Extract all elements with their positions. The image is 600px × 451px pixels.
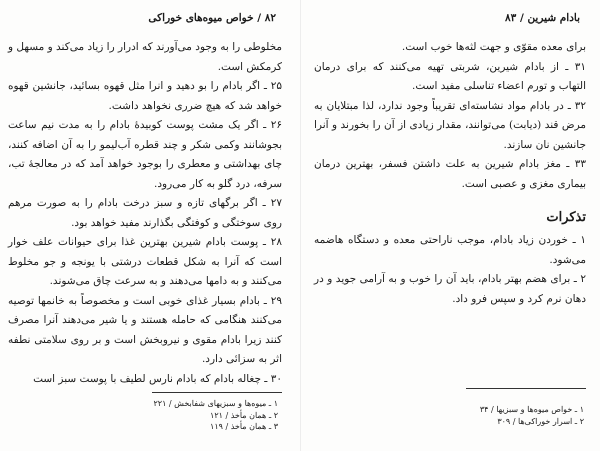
footnote: ۱ ـ میوه‌ها و سبزیهای شفابخش / ۲۲۱ <box>153 399 278 408</box>
paragraph: ۳۳ ـ مغز بادام شیرین به علت داشتن فسفر، بهترین درمان بیماری مغزی و عصبی است. <box>314 158 586 190</box>
body-text <box>314 38 586 309</box>
right-page <box>300 0 600 451</box>
footnote: ۲ ـ همان مأخذ / ۱۲۱ <box>210 410 278 420</box>
paragraph: برای معده مقوّی و جهت لثه‌ها خوب است. <box>401 41 586 53</box>
footnote-divider <box>152 392 282 393</box>
footnotes <box>324 404 584 427</box>
footnote-divider <box>466 388 586 389</box>
paragraph: ۲۸ ـ پوست بادام شیرین بهترین غذا برای حیوانات علف خوار است که آنرا به شکل قطعات درشتی با یونجه و جو مخلوط می‌کنند و به دامها می‌دهند و به سرعت چاق می‌شوند. <box>8 236 282 287</box>
note-item: ۱ ـ خوردن زیاد بادام، موجب ناراحتی معده و دستگاه هاضمه می‌شود. <box>314 234 586 266</box>
section-title: تذکرات <box>546 210 586 225</box>
note-item: ۲ ـ برای هضم بهتر بادام، باید آن را خوب و به آرامی جوید و در دهان نرم کرد و سپس فرو داد. <box>314 273 586 305</box>
paragraph: ۲۶ ـ اگر یک مشت پوست کوبیدهٔ بادام را به مدت نیم ساعت بجوشانند وکمی شکر و چند قطره آب‌لیمو را به آن اضافه کنند، چای بهداشتی و معطری را بوجود خواهد آمد که در معالجهٔ تب، سرفه، درد گلو به کار می‌رود. <box>8 119 282 190</box>
footnote: ۳ ـ همان مأخذ / ۱۱۹ <box>210 422 278 431</box>
paragraph: ۳۲ ـ در بادام مواد نشاسته‌ای تقریباً وجود ندارد، لذا مبتلایان به مرض قند (دیابت) می‌توانند، مقدار زیادی از آن را بخورند و آنرا جانشین نان سازند. <box>314 99 586 151</box>
paragraph: ۲۷ ـ اگر برگهای تازه و سبز درخت بادام را به صورت مرهم روی سوختگی و کوفتگی بگذارند مفید خواهد بود. <box>8 197 282 229</box>
body-text <box>8 38 282 389</box>
running-header: ۸۲ / خواص میوه‌های خوراکی <box>148 12 276 24</box>
footnote: ۱ ـ خواص میوه‌ها و سبزیها / ۳۴ <box>479 405 584 414</box>
footnotes <box>18 398 278 433</box>
footnote: ۲ ـ اسرار خوراکی‌ها / ۳۰۹ <box>497 416 584 426</box>
paragraph: ۲۵ ـ اگر بادام را بو دهید و انرا مثل قهوه بسائید، جانشین قهوه خواهد شد که هیچ ضرری نخواهد داشت. <box>8 80 282 112</box>
paragraph: ۳۰ ـ چغاله بادام که بادام نارس لطیف با پوست سبز است <box>33 372 282 385</box>
paragraph: ۲۹ ـ بادام بسیار غذای خوبی است و مخصوصاً به خانمها توصیه می‌کنند هنگامی که حامله هستند و یا شیر می‌دهند آنرا مصرف کنند زیرا بادام مقوی و نیروبخش است و بر روی سلامتی نطفه اثر به سزائی دارد. <box>8 294 282 365</box>
running-header: بادام شیرین / ۸۳ <box>505 12 580 24</box>
paragraph: ۳۱ ـ از بادام شیرین، شربتی تهیه می‌کنند که برای درمان التهاب و تورم اعضاء تناسلی مفید است. <box>314 60 586 92</box>
paragraph: مخلوطی را به وجود می‌آورند که ادرار را زیاد می‌کند و مسهل و کرمکش است. <box>8 41 282 73</box>
